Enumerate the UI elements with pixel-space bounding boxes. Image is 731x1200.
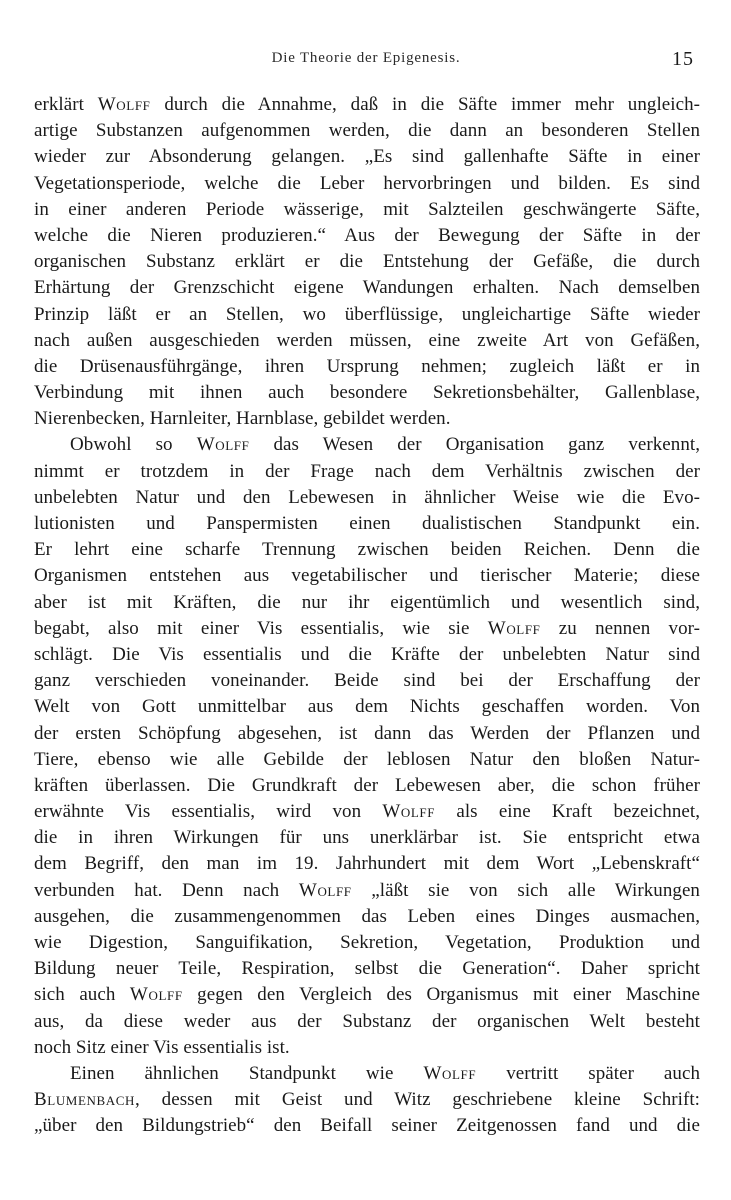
text-segment: begabt, also mit einer Vis essentialis, wie sie: [34, 617, 488, 639]
text-line: [34, 223, 700, 249]
text-segment: nimmt er trotzdem in der Frage nach dem Verhältnis zwischen der: [34, 460, 700, 482]
text-line: [34, 668, 700, 694]
text-line: [34, 721, 700, 747]
text-line: [34, 851, 700, 877]
text-line: [34, 406, 700, 432]
author-name: Wolff: [298, 879, 352, 901]
text-line: [34, 1087, 700, 1113]
text-line: [34, 197, 700, 223]
text-segment: aber ist mit Kräften, die nur ihr eigentümlich und wesentlich sind,: [34, 591, 700, 613]
author-name: Wolff: [129, 984, 183, 1006]
author-name: Wolff: [423, 1062, 477, 1084]
text-segment: Obwohl so: [70, 434, 197, 456]
author-name: Wolff: [196, 434, 250, 456]
text-segment: artige Substanzen aufgenommen werden, die dann an besonderen Stellen: [34, 120, 700, 142]
text-line: [34, 904, 700, 930]
running-header: [34, 50, 698, 74]
text-segment: verbunden hat. Denn nach: [34, 879, 299, 901]
body-text: [34, 92, 700, 1140]
running-title: Die Theorie der Epigenesis.: [271, 50, 461, 66]
text-segment: sich auch: [34, 984, 130, 1006]
text-line: [34, 694, 700, 720]
text-segment: Er lehrt eine scharfe Trennung zwischen beiden Reichen. Denn die: [34, 539, 700, 561]
text-segment: Welt von Gott unmittelbar aus dem Nichts geschaffen worden. Von: [34, 696, 700, 718]
text-line: [34, 773, 700, 799]
text-line: [34, 511, 700, 537]
text-segment: organischen Substanz erklärt er die Entstehung der Gefäße, die durch: [34, 251, 700, 273]
text-line: [34, 878, 700, 904]
author-name: Wolff: [97, 94, 151, 115]
text-line: [34, 380, 700, 406]
text-segment: erwähnte Vis essentialis, wird von: [34, 801, 383, 823]
text-line: [34, 1035, 700, 1061]
text-segment: ganz verschieden voneinander. Beide sind bei der Erschaffung der: [34, 670, 700, 692]
text-line: [34, 799, 700, 825]
text-segment: unbelebten Natur und den Lebewesen in ähnlicher Weise wie die Evo-: [34, 486, 700, 508]
text-line: [34, 485, 700, 511]
text-line: [34, 171, 700, 197]
text-segment: gegen den Vergleich des Organismus mit einer Maschine: [182, 984, 700, 1006]
text-line: [34, 1061, 700, 1087]
text-line: [34, 537, 700, 563]
text-segment: ausgehen, die zusammengenommen das Leben eines Dinges ausmachen,: [34, 905, 700, 927]
text-line: [34, 328, 700, 354]
text-segment: Organismen entstehen aus vegetabilischer und tierischer Materie; diese: [34, 565, 700, 587]
text-line: [34, 616, 700, 642]
text-segment: nach außen ausgeschieden werden müssen, eine zweite Art von Gefäßen,: [34, 329, 700, 351]
text-segment: welche die Nieren produzieren.“ Aus der Bewegung der Säfte in der: [34, 224, 700, 246]
text-line: [34, 930, 700, 956]
text-line: [34, 747, 700, 773]
text-segment: kräften überlassen. Die Grundkraft der Lebewesen aber, die schon früher: [34, 774, 700, 796]
text-segment: Tiere, ebenso wie alle Gebilde der leblosen Natur den bloßen Natur-: [34, 748, 700, 770]
text-segment: der ersten Schöpfung abgesehen, ist dann das Werden der Pflanzen und: [34, 722, 700, 744]
text-segment: durch die Annahme, daß in die Säfte immer mehr ungleich-: [150, 94, 700, 115]
text-segment: Bildung neuer Teile, Respiration, selbst die Generation“. Daher spricht: [34, 958, 700, 980]
text-segment: „läßt sie von sich alle Wirkungen: [351, 879, 700, 901]
text-line: [34, 354, 700, 380]
text-segment: dem Begriff, den man im 19. Jahrhundert mit dem Wort „Lebenskraft“: [34, 853, 700, 875]
text-line: [34, 1009, 700, 1035]
text-line: [34, 249, 700, 275]
text-segment: erklärt: [34, 94, 98, 115]
text-line: [34, 144, 700, 170]
author-name: Wolff: [487, 617, 541, 639]
text-segment: wie Digestion, Sanguifikation, Sekretion, Vegetation, Produktion und: [34, 932, 700, 953]
author-name: Blumenbach: [34, 1089, 136, 1111]
text-line: [34, 302, 700, 328]
text-segment: das Wesen der Organisation ganz verkennt,: [249, 434, 701, 456]
text-segment: Verbindung mit ihnen auch besondere Sekretionsbehälter, Gallenblase,: [34, 382, 700, 404]
text-segment: als eine Kraft bezeichnet,: [435, 801, 700, 823]
text-segment: Nierenbecken, Harnleiter, Harnblase, gebildet werden.: [34, 408, 451, 430]
text-segment: die in ihren Wirkungen für uns unerklärbar ist. Sie entspricht etwa: [34, 827, 700, 849]
text-segment: schlägt. Die Vis essentialis und die Kräfte der unbelebten Natur sind: [34, 643, 700, 665]
text-segment: Prinzip läßt er an Stellen, wo überflüssige, ungleichartige Säfte wieder: [34, 303, 700, 325]
text-segment: zu nennen vor-: [540, 617, 700, 639]
text-line: [34, 275, 700, 301]
text-segment: Vegetationsperiode, welche die Leber hervorbringen und bilden. Es sind: [34, 172, 700, 194]
text-line: [34, 956, 700, 982]
text-segment: „über den Bildungstrieb“ den Beifall seiner Zeitgenossen fand und die: [34, 1115, 700, 1137]
text-segment: noch Sitz einer Vis essentialis ist.: [34, 1036, 290, 1058]
text-segment: aus, da diese weder aus der Substanz der organischen Welt besteht: [34, 1010, 700, 1032]
page-number: 15: [672, 48, 694, 70]
text-segment: wieder zur Absonderung gelangen. „Es sind gallenhafte Säfte in einer: [34, 146, 700, 168]
text-segment: , dessen mit Geist und Witz geschriebene kleine Schrift:: [135, 1089, 700, 1111]
text-segment: lutionisten und Panspermisten einen dualistischen Standpunkt ein.: [34, 513, 700, 534]
text-segment: vertritt später auch: [476, 1062, 700, 1084]
text-segment: die Drüsenausführgänge, ihren Ursprung nehmen; zugleich läßt er in: [34, 355, 700, 377]
text-line: [34, 590, 700, 616]
text-line: [34, 92, 700, 118]
text-line: [34, 563, 700, 589]
text-segment: Erhärtung der Grenzschicht eigene Wandungen erhalten. Nach demselben: [34, 277, 700, 299]
text-segment: Einen ähnlichen Standpunkt wie: [70, 1062, 424, 1084]
text-segment: in einer anderen Periode wässerige, mit Salzteilen geschwängerte Säfte,: [34, 198, 700, 220]
text-line: [34, 459, 700, 485]
text-line: [34, 825, 700, 851]
text-line: [34, 642, 700, 668]
text-line: [34, 982, 700, 1008]
text-line: [34, 1113, 700, 1139]
text-line: [34, 432, 700, 458]
text-line: [34, 118, 700, 144]
author-name: Wolff: [382, 801, 436, 823]
